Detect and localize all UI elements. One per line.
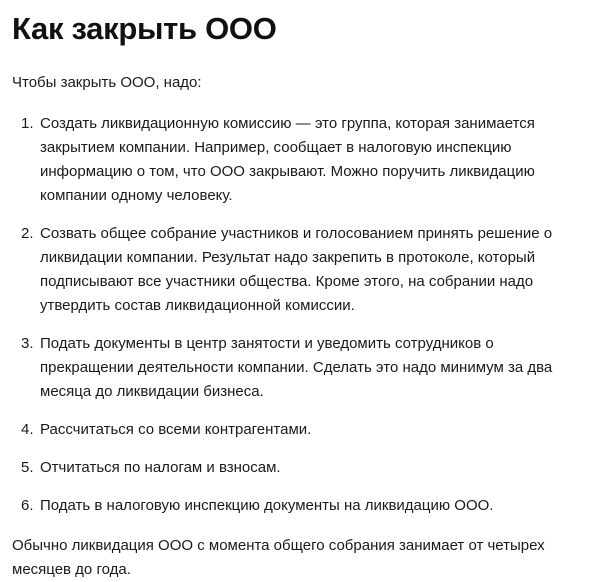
step-number: 3. (21, 335, 34, 352)
step-number: 4. (21, 421, 34, 438)
step-text: Рассчитаться со всеми контрагентами. (40, 421, 312, 438)
steps-list (12, 112, 600, 518)
list-item (12, 112, 580, 208)
article-title: Как закрыть ООО (12, 11, 277, 46)
list-item (12, 418, 580, 442)
list-item (12, 494, 580, 518)
step-number: 5. (21, 459, 34, 476)
list-item (12, 222, 580, 318)
step-text: Отчитаться по налогам и взносам. (40, 459, 281, 476)
list-item (12, 332, 580, 404)
step-number: 6. (21, 497, 34, 514)
outro-text: Обычно ликвидация ООО с момента общего собрания занимает от четырех месяцев до года. (12, 537, 545, 578)
list-item (12, 456, 580, 480)
step-text: Подать документы в центр занятости и уведомить сотрудников о прекращении деятельности компании. Сделать это надо минимум за два месяца до ликвидации бизнеса. (40, 335, 553, 400)
intro-text: Чтобы закрыть ООО, надо: (12, 74, 202, 91)
step-text: Созвать общее собрание участников и голосованием принять решение о ликвидации компании. Результат надо закрепить в протоколе, который подписывают все участники общества. Кроме этого, на собрании надо утвердить состав ликвидационной комиссии. (40, 225, 553, 314)
step-number: 1. (21, 115, 34, 132)
step-text: Подать в налоговую инспекцию документы на ликвидацию ООО. (40, 497, 494, 514)
step-text: Создать ликвидационную комиссию — это группа, которая занимается закрытием компании. Например, сообщает в налоговую инспекцию информацию о том, что ООО закрывают. Можно поручить ликвидацию компании одному человеку. (40, 115, 535, 204)
step-number: 2. (21, 225, 34, 242)
